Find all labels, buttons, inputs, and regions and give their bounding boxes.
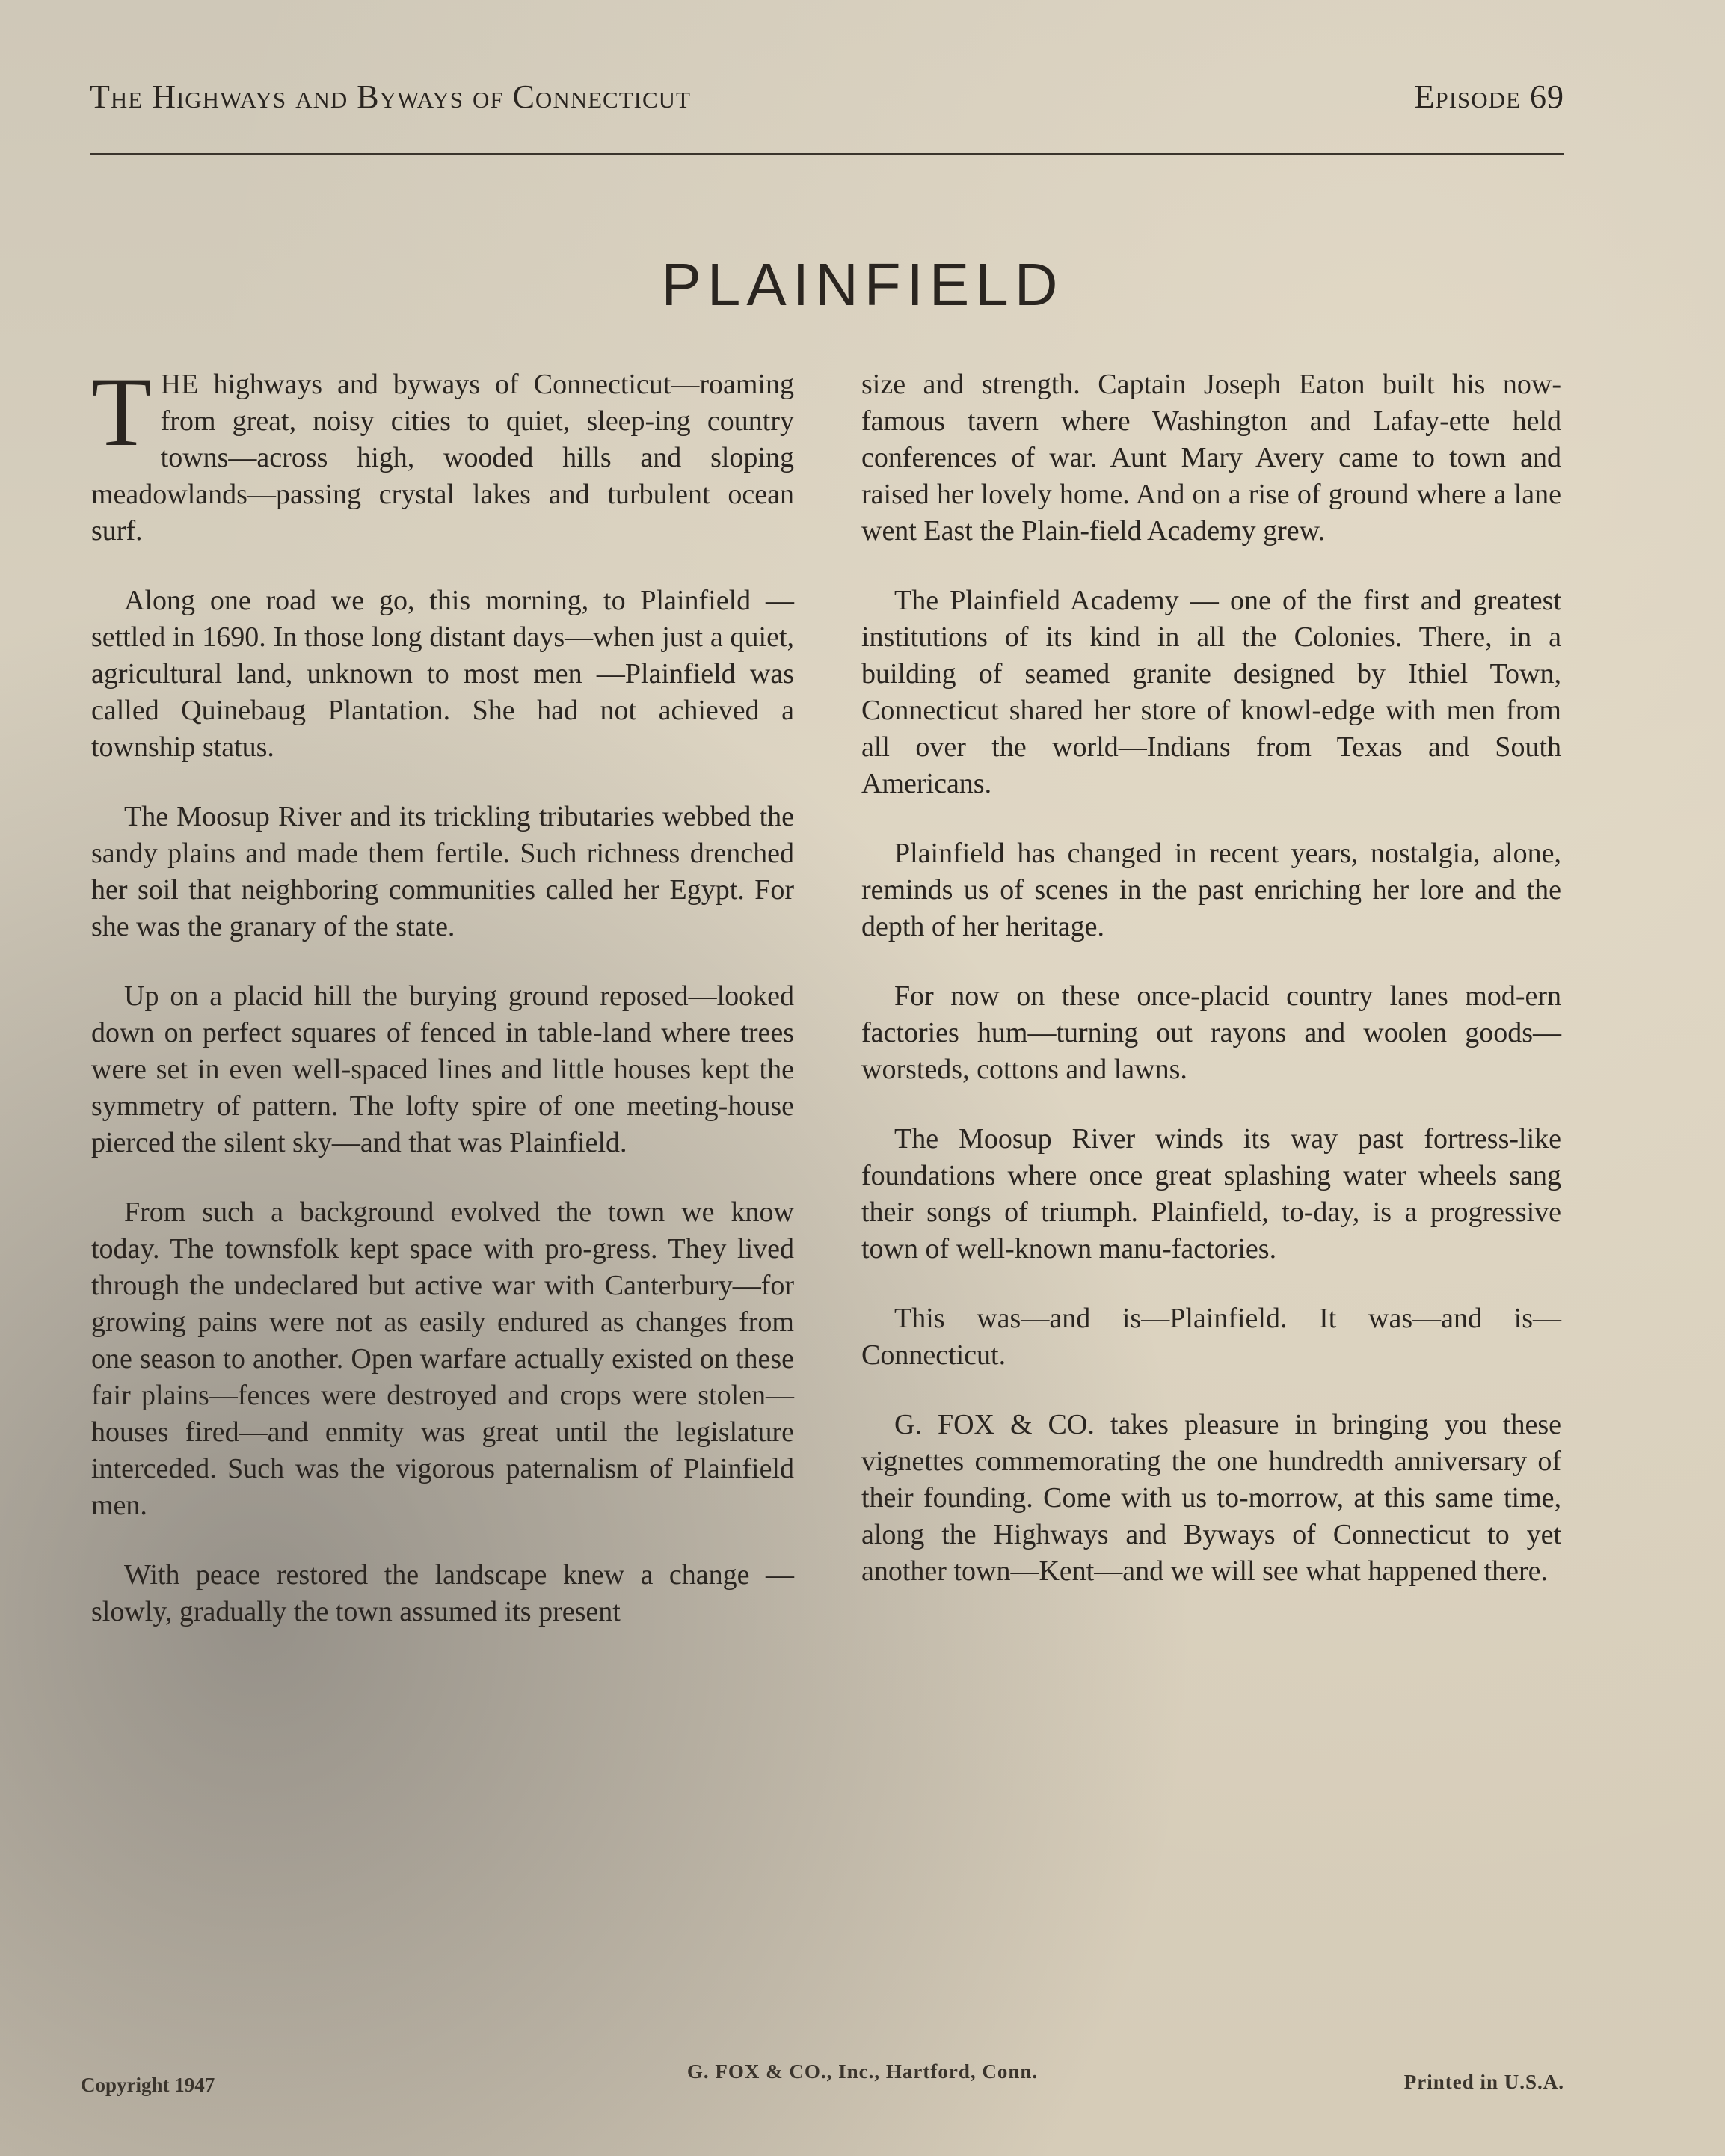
right-column <box>861 366 1561 1623</box>
paragraph: For now on these once-placid country lanes mod-ern factories hum—turning out rayons and woolen goods—worsteds, cottons and lawns. <box>861 980 1561 1085</box>
episode-number: Episode 69 <box>1414 79 1564 115</box>
paragraph: Up on a placid hill the burying ground reposed—looked down on perfect squares of fenced in table-land where trees were set in even well-spaced lines and little houses kept the symmetry of pattern. The lofty spire of one meeting-house pierced the silent sky—and that was Plainfield. <box>91 980 794 1158</box>
paragraph-text: HE highways and byways of Connecticut—roaming from great, noisy cities to quiet, sleep-ing country towns—across high, wooded hills and sloping meadowlands—passing crystal lakes and turbulent ocean surf. <box>91 369 794 547</box>
page-footer <box>0 2060 1725 2105</box>
copyright-notice: Copyright 1947 <box>81 2074 215 2096</box>
paragraph: G. FOX & CO. takes pleasure in bringing you these vignettes commemorating the one hundredth anniversary of their founding. Come with us to-morrow, at this same time, along the Highways and Byways of Connecticut to yet another town—Kent—and we will see what happened there. <box>861 1409 1561 1587</box>
paragraph: This was—and is—Plainfield. It was—and is—Connecticut. <box>861 1303 1561 1371</box>
paragraph: The Plainfield Academy — one of the first and greatest institutions of its kind in all the Colonies. There, in a building of seamed granite designed by Ithiel Town, Connecticut shared her store of knowl-edge with men from all over the world—Indians from Texas and South Americans. <box>861 585 1561 799</box>
paragraph: The Moosup River and its trickling tributaries webbed the sandy plains and made them fertile. Such richness drenched her soil that neighboring communities called her Egypt. For she was the granary of the state. <box>91 801 794 942</box>
series-title: The Highways and Byways of Connecticut <box>90 79 691 115</box>
page-title: PLAINFIELD <box>661 251 1064 318</box>
publisher-line: G. FOX & CO., Inc., Hartford, Conn. <box>686 2060 1039 2083</box>
paragraph <box>91 357 794 550</box>
running-header <box>90 78 1564 155</box>
printed-notice: Printed in U.S.A. <box>1403 2071 1564 2093</box>
paragraph: size and strength. Captain Joseph Eaton built his now-famous tavern where Washington and Lafay-ette held conferences of war. Aunt Mary Avery came to town and raised her lovely home. And on a rise of ground where a lane went East the Plain-field Academy grew. <box>861 369 1561 547</box>
left-column <box>91 357 794 1663</box>
paragraph: Plainfield has changed in recent years, nostalgia, alone, reminds us of scenes in the past enriching her lore and the depth of her heritage. <box>861 838 1561 942</box>
paragraph: With peace restored the landscape knew a change —slowly, gradually the town assumed its present <box>91 1559 794 1627</box>
paragraph: The Moosup River winds its way past fortress-like foundations where once great splashing water wheels sang their songs of triumph. Plainfield, to-day, is a progressive town of well-known manu-factories. <box>861 1123 1561 1265</box>
paragraph: From such a background evolved the town we know today. The townsfolk kept space with pro-gress. They lived through the undeclared but active war with Canterbury—for growing pains were not as easily endured as changes from one season to another. Open warfare actually existed on these fair plains—fences were destroyed and crops were stolen—houses fired—and enmity was great until the legislature interceded. Such was the vigorous paternalism of Plainfield men. <box>91 1197 794 1521</box>
paragraph: Along one road we go, this morning, to Plainfield —settled in 1690. In those long distant days—when just a quiet, agricultural land, unknown to most men —Plainfield was called Quinebaug Plantation. She had not achieved a township status. <box>91 585 794 763</box>
drop-cap: T <box>91 357 152 467</box>
